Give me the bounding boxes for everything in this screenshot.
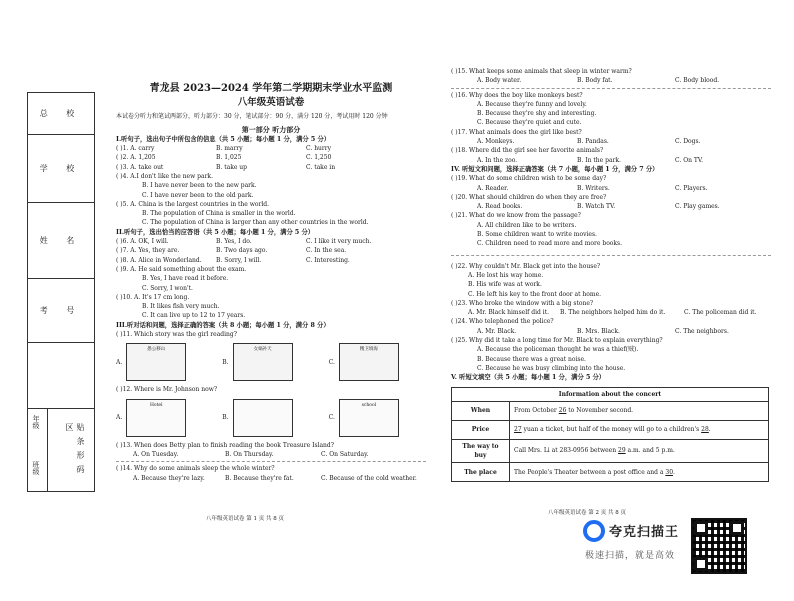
left-column xyxy=(116,82,426,483)
total-school-cell: 总 校 xyxy=(28,93,94,135)
section-1-heading: I.听句子，选出句子中所包含的信息（共 5 小题；每小题 1 分，满分 5 分） xyxy=(116,135,331,143)
question-12: ( )12. Where is Mr. Johnson now? xyxy=(116,386,218,394)
question-11: ( )11. Which story was the girl reading? xyxy=(116,331,237,339)
question-5-option-c: C. The population of China is larger than any other countries in the world. xyxy=(142,219,369,227)
grade-class-area xyxy=(28,409,94,491)
question-5-option-b: B. The population of China is smaller in the world. xyxy=(142,210,296,218)
divider xyxy=(116,461,426,462)
question-9: ( )9. A. He said something about the exam. xyxy=(116,265,247,273)
page-2-footer: 八年级英语试卷 第 2 页 共 8 页 xyxy=(548,510,626,516)
question-23-options: A. Mr. Black himself did it. B. The neighbors helped him do it. C. The policeman did it. xyxy=(468,309,757,317)
blank-30[interactable]: 30 xyxy=(665,468,674,476)
exam-number-cell: 考 号 xyxy=(28,279,94,343)
question-19-options: A. Reader. B. Writers. C. Players. xyxy=(477,184,708,192)
question-5: ( )5. A. China is the largest countries in the world. xyxy=(116,200,270,208)
blank-cell xyxy=(28,343,94,409)
section-2-heading: II.听句子，选出恰当的应答语（共 5 小题；每小题 1 分，满分 5 分） xyxy=(116,228,315,236)
exam-subtitle: 八年级英语试卷 xyxy=(237,97,305,108)
question-22: ( )22. Why couldn't Mr. Black get into the house? xyxy=(451,262,601,270)
table-row: When From October 26 to November second. xyxy=(452,401,769,420)
question-17: ( )17. What animals does the girl like best? xyxy=(451,128,582,136)
binding-strip xyxy=(27,92,95,492)
blank-27[interactable]: 27 xyxy=(514,426,522,434)
question-11-pictures: A. 愚公移山 B. 女娲补天 C. 精卫填海 xyxy=(116,342,426,382)
question-2: ( )2. A. 1,205 B. 1,025 C. 1,250 xyxy=(116,154,332,162)
question-24-options: A. Mr. Black. B. Mrs. Black. C. The neighbors. xyxy=(477,327,729,335)
question-20-options: A. Read books. B. Watch TV. C. Play games. xyxy=(477,203,720,211)
question-1: ( )1. A. carry B. marry C. hurry xyxy=(116,145,332,153)
table-row: The place The People's Theater between a post office and a 30. xyxy=(452,463,769,482)
exam-intro: 本试卷分听力和笔试两部分，听力部分：30 分，笔试部分：90 分，满分 120 分，考试用时 120 分钟 xyxy=(116,113,388,120)
scanner-logo-icon xyxy=(583,520,605,542)
question-8: ( )8. A. Alice in Wonderland. B. Sorry, I will. C. Interesting. xyxy=(116,256,350,264)
exam-title: 青龙县 2023—2024 学年第二学期期末学业水平监测 xyxy=(149,83,393,94)
concert-table-heading: Information about the concert xyxy=(452,387,769,401)
building-picture-a: Hotel xyxy=(126,399,186,437)
question-10-option-c: C. It can live up to 12 to 17 years. xyxy=(142,312,246,320)
question-10-option-b: B. It likes fish very much. xyxy=(142,303,220,311)
table-row: The way to buy Call Mrs. Li at 283-0956 between 29 a.m. and 5 p.m. xyxy=(452,439,769,463)
question-12-pictures: A. Hotel B. C. school xyxy=(116,398,426,438)
building-picture-b xyxy=(233,399,293,437)
scanner-watermark xyxy=(583,520,793,592)
section-4-heading: IV. 听短文和问题，选择正确答案（共 7 小题，每小题 1 分，满分 7 分） xyxy=(451,165,659,173)
question-9-option-b: B. Yes, I have read it before. xyxy=(142,275,229,283)
question-15-options: A. Body water. B. Body fat. C. Body blood. xyxy=(477,77,720,85)
section-5-heading: V. 听短文填空（共 5 小题；每小题 1 分，满分 5 分） xyxy=(451,374,606,382)
blank-26[interactable]: 26 xyxy=(558,407,567,415)
concert-info-table xyxy=(451,387,769,483)
question-14-options: A. Because they're lazy. B. Because they're fat. C. Because of the cold weather. xyxy=(133,474,417,482)
table-row: Price 27 yuan a ticket, but half of the money will go to a children's 28. xyxy=(452,420,769,439)
question-23: ( )23. Who broke the window with a big stone? xyxy=(451,299,594,307)
question-18: ( )18. Where did the girl see her favorite animals? xyxy=(451,147,604,155)
question-3: ( )3. A. take out B. take up C. take in xyxy=(116,163,336,171)
scanner-slogan: 极速扫描，就是高效 xyxy=(585,551,676,561)
qr-code-icon xyxy=(691,518,747,574)
question-4-option-b: B. I have never been to the new park. xyxy=(142,182,257,190)
question-21: ( )21. What do we know from the passage? xyxy=(451,212,581,220)
story-picture-c: 精卫填海 xyxy=(339,343,399,381)
question-13: ( )13. When does Betty plan to finish reading the book Treasure Island? xyxy=(116,441,334,449)
question-20: ( )20. What should children do when they are free? xyxy=(451,193,607,201)
question-25: ( )25. Why did it take a long time for Mr. Black to explain everything? xyxy=(451,337,663,345)
section-3-heading: III.听对话和问题，选择正确的答案（共 8 小题；每小题 1 分，满分 8 分） xyxy=(116,321,330,329)
question-4-option-c: C. I have never been to the old park. xyxy=(142,191,254,199)
grade-label: 年级 xyxy=(32,415,40,429)
part-heading: 第一部分 听力部分 xyxy=(241,124,301,134)
story-picture-b: 女娲补天 xyxy=(233,343,293,381)
school-cell: 学 校 xyxy=(28,135,94,203)
question-18-options: A. In the zoo. B. In the park. C. On TV. xyxy=(477,156,704,164)
question-14: ( )14. Why do some animals sleep the whole winter? xyxy=(116,465,275,473)
question-6: ( )6. A. OK, I will. B. Yes, I do. C. I like it very much. xyxy=(116,238,372,246)
question-13-options: A. On Tuesday. B. On Thursday. C. On Saturday. xyxy=(133,450,369,458)
question-19: ( )19. What do some children wish to be some day? xyxy=(451,175,607,183)
question-9-option-c: C. Sorry, I won't. xyxy=(142,284,193,292)
name-cell: 姓 名 xyxy=(28,203,94,279)
right-column: ( )15. What keeps some animals that sleep in winter warm? A. Body water. B. Body fat. C. Body blood. ( )16. Why does the boy like monkeys best? A. Because they're funny and lovely. B. Because they're shy and interesting. C. Because they're quiet and cute. ( )17. What animals does the girl like best? A. Monkeys. B. Pandas. C. Dogs. ( )18. Where did the girl see her favorite animals? A. In the zoo. B. In the park. C. On TV. IV. 听短文和问题，选择正确答案（共 7 小题，每小题 1 分，满分 7 分） ( )19. What do some children wish to be some day? A. Reader. B. Writers. C. Players. ( )20. What should children do when they are free? A. Read books. B. Watch TV. C. Play games. ( )21. What do we know from the passage? A. All children like to be writers. B. Some children want to write movies. C. Children need to read more and more books. ( )22. Why couldn't Mr. Black get into the house? A. He lost his way home. B. His wife was at work. C. He left his key to the front door at home. ( )23. Who broke the window with a big stone? A. Mr. Black himself did it. B. The neighbors helped him do it. C. The policeman did it. ( )24. Who telephoned the police? A. Mr. Black. B. Mrs. Black. C. The neighbors. ( )25. Why did it take a long time for Mr. Black to explain everything? A. Because the policeman thought he was a thief(贼). B. Because there was a great noise. C. Because he was busy climbing into the house. V. 听短文填空（共 5 小题；每小题 1 分，满分 5 分） Information about the concert When From October 26 to November second. Price 27 yuan a ticket, but half of the money will go to a children's 28. The way to buy Call Mrs. Li at 283-0956 between 29 a.m. and 5 p.m. The place The People's Theater between a post office and a 30. xyxy=(451,67,771,482)
story-picture-a: 愚公移山 xyxy=(126,343,186,381)
class-label: 班级 xyxy=(32,461,40,475)
question-17-options: A. Monkeys. B. Pandas. C. Dogs. xyxy=(477,138,701,146)
question-7: ( )7. A. Yes, they are. B. Two days ago. C. In the sea. xyxy=(116,247,347,255)
question-4: ( )4. A.I don't like the new park. xyxy=(116,172,213,180)
blank-29[interactable]: 29 xyxy=(618,447,626,455)
blank-28[interactable]: 28 xyxy=(701,426,709,434)
question-16: ( )16. Why does the boy like monkeys best? xyxy=(451,91,583,99)
page-1-footer: 八年级英语试卷 第 1 页 共 8 页 xyxy=(206,516,284,522)
building-picture-c: school xyxy=(339,399,399,437)
question-10: ( )10. A. It's 17 cm long. xyxy=(116,293,190,301)
scanner-brand: 夸克扫描王 xyxy=(609,525,680,540)
barcode-area-label: 贴条形码区 xyxy=(65,423,85,479)
question-24: ( )24. Who telephoned the police? xyxy=(451,318,554,326)
question-15: ( )15. What keeps some animals that sleep in winter warm? xyxy=(451,68,632,75)
